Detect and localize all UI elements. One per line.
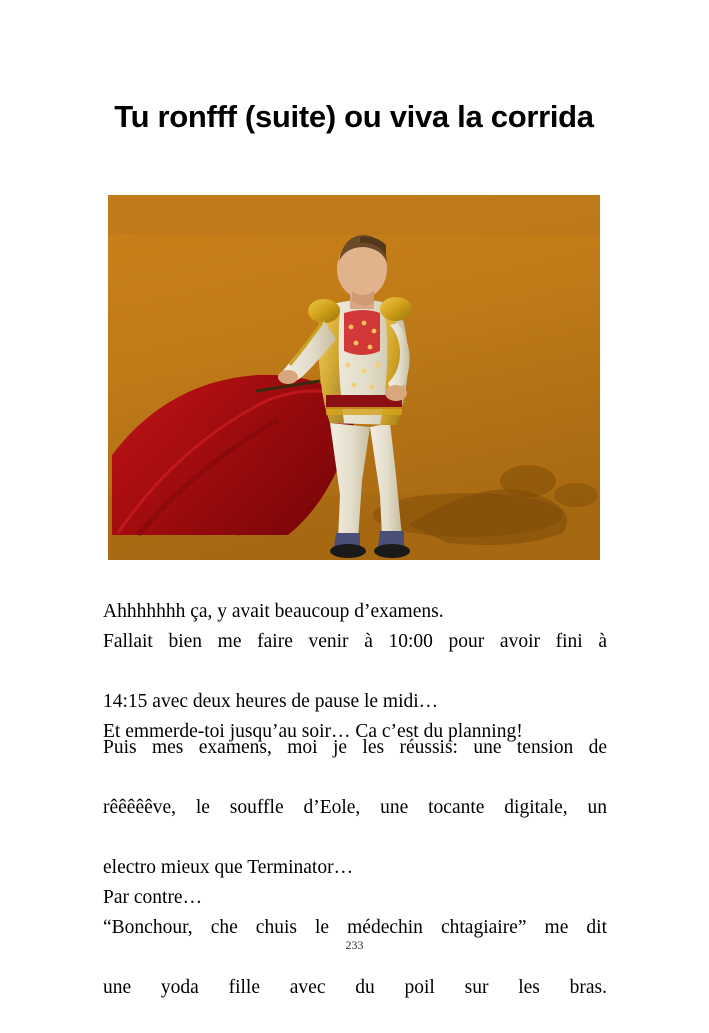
page-number: 233 (345, 938, 364, 952)
paragraph-2-line-1: Puis mes examens, moi je les réussis: une tension de (103, 737, 607, 758)
paragraph-1-line-1: Ahhhhhhh ça, y avait beaucoup d’examens. (103, 601, 444, 622)
paragraph-2-line-2: rêêêêêve, le souffle d’Eole, une tocante digitale, un (103, 797, 607, 818)
paragraph-2-line-4: Par contre… (103, 887, 203, 908)
matador-photo-graphic (108, 195, 600, 560)
paragraph-2-line-5: “Bonchour, che chuis le médechin chtagiaire” me dit (103, 917, 607, 938)
matador-photo (108, 195, 600, 560)
paragraph-2 (103, 733, 607, 1033)
paragraph-2-line-6: une yoda fille avec du poil sur les bras. (103, 977, 607, 998)
paragraph-2-line-3: electro mieux que Terminator… (103, 857, 354, 878)
paragraph-1-line-2: Fallait bien me faire venir à 10:00 pour avoir fini à (103, 631, 607, 652)
page-title: Tu ronfff (suite) ou viva la corrida (114, 98, 594, 134)
paragraph-1 (103, 597, 607, 747)
paragraph-1-line-4: Et emmerde-toi jusqu’au soir… Ca c’est du planning! (103, 721, 523, 742)
paragraph-1-line-3: 14:15 avec deux heures de pause le midi… (103, 691, 439, 712)
